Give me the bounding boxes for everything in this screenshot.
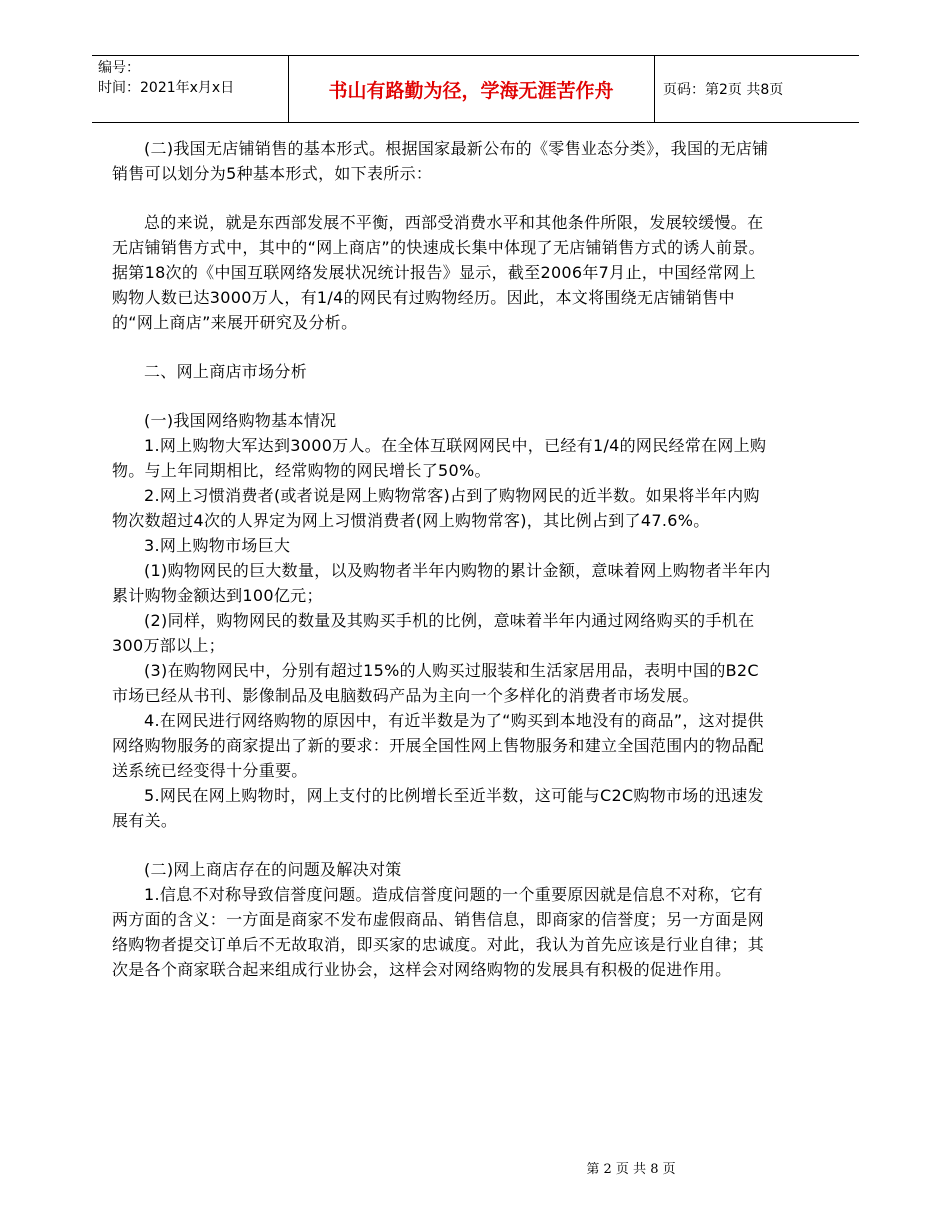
header-divider-right [654,56,655,122]
list-item: (2)同样，购物网民的数量及其购买手机的比例，意味着半年内通过网络购买的手机在300万部以上； [112,611,755,655]
header-meta [98,58,234,98]
time-label: 时间：2021年x月x日 [98,80,235,96]
serial-label: 编号： [98,60,140,76]
section-title-market-analysis: 二、网上商店市场分析 [144,362,308,381]
list-item: 1.网上购物大军达到3000万人。在全体互联网网民中，已经有1/4的网民经常在网上购物。与上年同期相比，经常购物的网民增长了50%。 [112,436,767,480]
list-item: 5.网民在网上购物时，网上支付的比例增长至近半数，这可能与C2C购物市场的迅速发展有关。 [112,786,764,830]
header-motto: 书山有路勤为径，学海无涯苦作舟 [328,79,614,102]
subsection-title-problems: (二)网上商店存在的问题及解决对策 [144,860,402,879]
list-item: 3.网上购物市场巨大 [144,536,291,555]
header-page-number: 页码：第2页 共8页 [663,82,784,98]
subsection-title-basic-situation: (一)我国网络购物基本情况 [144,411,337,430]
list-item: (3)在购物网民中，分别有超过15%的人购买过服装和生活家居用品，表明中国的B2C市场已经从书刊、影像制品及电脑数码产品为主向一个多样化的消费者市场发展。 [112,661,759,705]
paragraph-retail-forms: (二)我国无店铺销售的基本形式。根据国家最新公布的《零售业态分类》，我国的无店铺销售可以划分为5种基本形式，如下表所示： [112,139,769,183]
page-header [92,55,859,123]
document-body [112,136,772,982]
list-item: 1.信息不对称导致信誉度问题。造成信誉度问题的一个重要原因就是信息不对称，它有两方面的含义：一方面是商家不发布虚假商品、销售信息，即商家的信誉度；另一方面是网络购物者提交订单后不无故取消，即买家的忠诚度。对此，我认为首先应该是行业自律；其次是各个商家联合起来组成行业协会，这样会对网络购物的发展具有积极的促进作用。 [112,885,765,979]
list-item: (1)购物网民的巨大数量，以及购物者半年内购物的累计金额，意味着网上购物者半年内累计购物金额达到100亿元； [112,561,771,605]
page-footer: 第 2 页 共 8 页 [586,1162,676,1177]
list-item: 2.网上习惯消费者(或者说是网上购物常客)占到了购物网民的近半数。如果将半年内购物次数超过4次的人界定为网上习惯消费者(网上购物常客)，其比例占到了47.6%。 [112,486,760,530]
list-item: 4.在网民进行网络购物的原因中，有近半数是为了“购买到本地没有的商品”，这对提供网络购物服务的商家提出了新的要求：开展全国性网上售物服务和建立全国范围内的物品配送系统已经变得十分重要。 [112,711,765,780]
paragraph-summary: 总的来说，就是东西部发展不平衡，西部受消费水平和其他条件所限，发展较缓慢。在无店铺销售方式中，其中的“网上商店”的快速成长集中体现了无店铺销售方式的诱人前景。据第18次的《中国互联网络发展状况统计报告》显示，截至2006年7月止，中国经常网上购物人数已达3000万人，有1/4的网民有过购物经历。因此，本文将围绕无店铺销售中的“网上商店”来展开研究及分析。 [112,213,765,332]
